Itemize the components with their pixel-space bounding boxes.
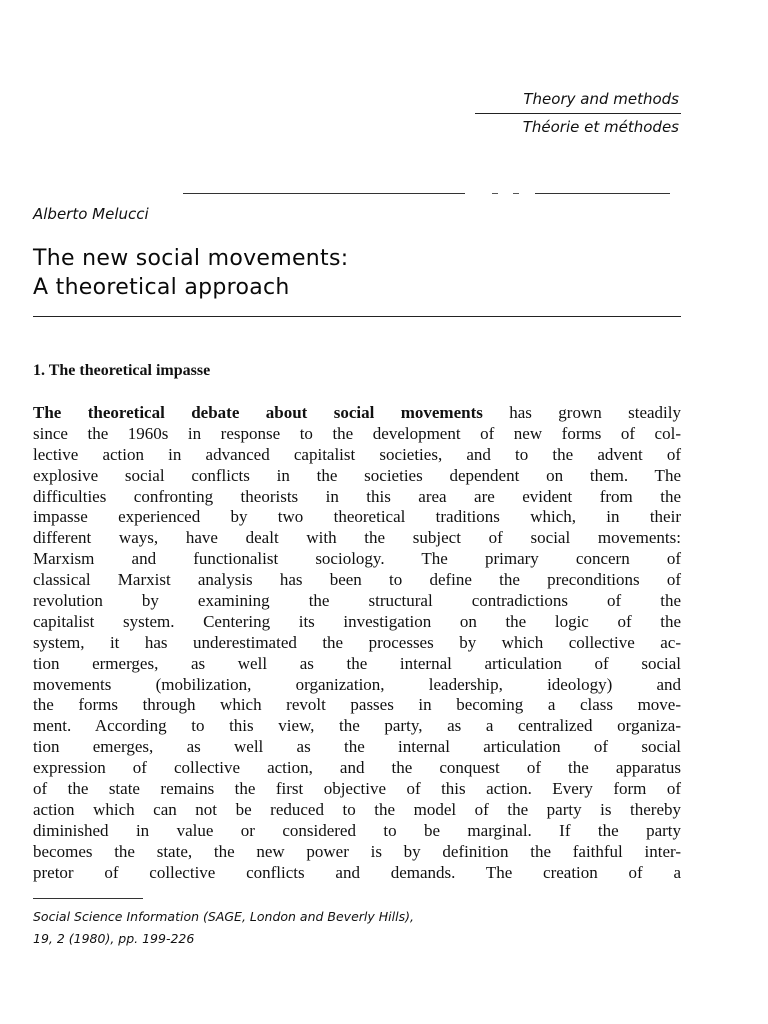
body-line: movements (mobilization, organization, leadership, ideology) and <box>33 674 681 694</box>
body-line: different ways, have dealt with the subject of social movements: <box>33 528 681 548</box>
body-line: pretor of collective conflicts and demands. The creation of a <box>33 862 681 882</box>
body-line: system, it has underestimated the processes by which collective ac- <box>33 632 681 652</box>
title-rule <box>33 316 681 317</box>
section-label-english: Theory and methods <box>523 90 679 108</box>
section-label-divider <box>475 113 681 114</box>
footnote-citation: 19, 2 (1980), pp. 199-226 <box>33 931 195 946</box>
body-line: lective action in advanced capitalist societies, and to the advent of <box>33 444 681 464</box>
header-rule-right <box>535 193 670 194</box>
body-line: tion emerges, as well as the internal articulation of social <box>33 737 681 757</box>
body-line: explosive social conflicts in the societies dependent on them. The <box>33 465 681 485</box>
section-label-french: Théorie et méthodes <box>522 118 679 136</box>
header-rule-dash <box>513 193 519 194</box>
body-line: expression of collective action, and the conquest of the apparatus <box>33 758 681 778</box>
body-line: ment. According to this view, the party, as a centralized organiza- <box>33 716 681 736</box>
body-line: of the state remains the first objective of this action. Every form of <box>33 779 681 799</box>
section-heading: 1. The theoretical impasse <box>33 362 211 379</box>
author-name: Alberto Melucci <box>33 205 149 223</box>
title-line-1: The new social movements: <box>33 246 349 271</box>
footnote-rule <box>33 898 143 899</box>
body-line: becomes the state, the new power is by definition the faithful inter- <box>33 841 681 861</box>
article-title <box>33 244 673 302</box>
body-line: since the 1960s in response to the development of new forms of col- <box>33 423 681 443</box>
body-line: the forms through which revolt passes in becoming a class move- <box>33 695 681 715</box>
body-line: Marxism and functionalist sociology. The primary concern of <box>33 549 681 569</box>
body-line: The theoretical debate about social movements has grown steadily <box>33 403 681 422</box>
body-line: impasse experienced by two theoretical traditions which, in their <box>33 507 681 527</box>
body-line: action which can not be reduced to the model of the party is thereby <box>33 799 681 819</box>
body-line: classical Marxist analysis has been to define the preconditions of <box>33 570 681 590</box>
lead-bold-phrase: The theoretical debate about social movements <box>33 403 483 422</box>
header-rule-dash <box>492 193 498 194</box>
body-line: revolution by examining the structural contradictions of the <box>33 591 681 611</box>
header-rule-left <box>183 193 465 194</box>
title-line-2: A theoretical approach <box>33 275 290 300</box>
body-line: diminished in value or considered to be marginal. If the party <box>33 820 681 840</box>
body-line: tion ermerges, as well as the internal articulation of social <box>33 653 681 673</box>
body-line: difficulties confronting theorists in this area are evident from the <box>33 486 681 506</box>
body-text <box>33 403 681 883</box>
body-line: capitalist system. Centering its investigation on the logic of the <box>33 611 681 631</box>
footnote-source: Social Science Information (SAGE, London and Beverly Hills), <box>33 909 414 924</box>
